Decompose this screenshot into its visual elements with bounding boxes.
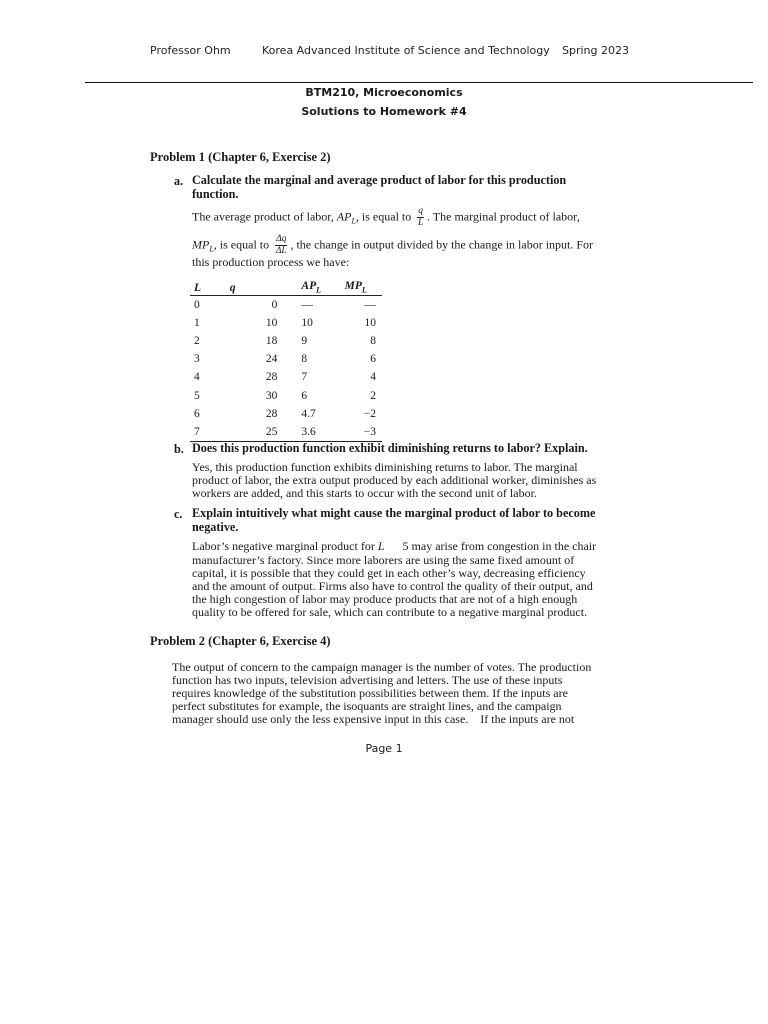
col-header-mpl: $MP_L$ (345, 280, 382, 296)
table-row: 3 24 8 6 (194, 353, 376, 366)
part-c-label: c. (174, 507, 183, 521)
course-title: BTM210, Microeconomics (305, 86, 463, 99)
col-header-l: L (190, 280, 230, 296)
part-b-answer-line: workers are added, and this starts to occur with the second unit of labor. (192, 486, 537, 500)
problem-2-line: perfect substitutes for example, the isoquants are straight lines, and the campaign (172, 699, 562, 713)
ap-definition-line: The average product of labor, $AP_L$, is equal to $\frac{q}{L}$ . The marginal product of labor, (192, 206, 580, 228)
part-c-answer-line: capital, it is possible that they could get in each other’s way, decreasing efficiency (192, 566, 586, 580)
problem-1-heading: Problem 1 (Chapter 6, Exercise 2) (150, 150, 331, 164)
part-c-question: Explain intuitively what might cause the marginal product of labor to become negative. (192, 506, 596, 534)
part-c-answer-line: manufacturer’s factory. Since more laborers are using the same fixed amount of (192, 553, 575, 567)
table-row: 0 0 — — (194, 299, 376, 312)
header-institution: Korea Advanced Institute of Science and Technology (262, 44, 550, 57)
part-c-answer-line: quality to be offered for sale, which can contribute to a negative marginal product. (192, 605, 588, 619)
part-c-answer-line: the high congestion of labor may produce products that are not of a high enough (192, 592, 578, 606)
table-header-row (190, 280, 382, 296)
header-rule (85, 82, 753, 83)
production-table (190, 280, 382, 442)
document-title: Solutions to Homework #4 (301, 105, 467, 118)
part-c-answer-line: Labor’s negative marginal product for L 5 may arise from congestion in the chair (192, 539, 597, 553)
table-row: 7 25 3.6 −3 (190, 423, 382, 442)
part-b-answer-line: product of labor, the extra output produced by each additional worker, diminishes as (192, 473, 597, 487)
part-b-answer-line: Yes, this production function exhibits diminishing returns to labor. The marginal (192, 460, 578, 474)
problem-2-line: requires knowledge of the substitution possibilities between them. If the inputs are (172, 686, 568, 700)
col-header-apl: $AP_L$ (287, 280, 344, 296)
problem-2-line: manager should use only the less expensive input in this case. If the inputs are not (172, 712, 575, 726)
table-row: 1 10 10 10 (194, 317, 376, 330)
table-row: 2 18 9 8 (194, 335, 376, 348)
table-row: 4 28 7 4 (194, 371, 376, 384)
part-a-label: a. (174, 174, 184, 188)
delta-q-over-delta-l-fraction: $\frac{\Delta q}{\Delta L}$ (275, 234, 287, 256)
mp-definition-line: $MP_L$, is equal to $\frac{\Delta q}{\Delta L}$ , the change in output divided by the change in labor input. For (192, 234, 594, 256)
col-header-q: q (230, 280, 288, 296)
header-term: Spring 2023 (562, 44, 629, 57)
part-a-question: Calculate the marginal and average product of labor for this production function. (192, 173, 567, 201)
problem-2-line: function has two inputs, television advertising and letters. The use of these inputs (172, 673, 563, 687)
part-b-label: b. (174, 442, 184, 456)
part-c-answer-line: and the amount of output. Firms also have to control the quality of their output, and (192, 579, 593, 593)
header-author: Professor Ohm (150, 44, 231, 57)
problem-2-heading: Problem 2 (Chapter 6, Exercise 4) (150, 634, 331, 648)
table-row: 6 28 4.7 −2 (194, 407, 376, 420)
part-b-question: Does this production function exhibit diminishing returns to labor? Explain. (192, 441, 588, 455)
problem-2-line: The output of concern to the campaign manager is the number of votes. The production (172, 660, 592, 674)
table-intro-line: this production process we have: (192, 255, 350, 269)
table-row: 5 30 6 2 (194, 389, 376, 402)
page-number: Page 1 (365, 742, 403, 755)
q-over-l-fraction: $\frac{q}{L}$ (417, 206, 424, 228)
